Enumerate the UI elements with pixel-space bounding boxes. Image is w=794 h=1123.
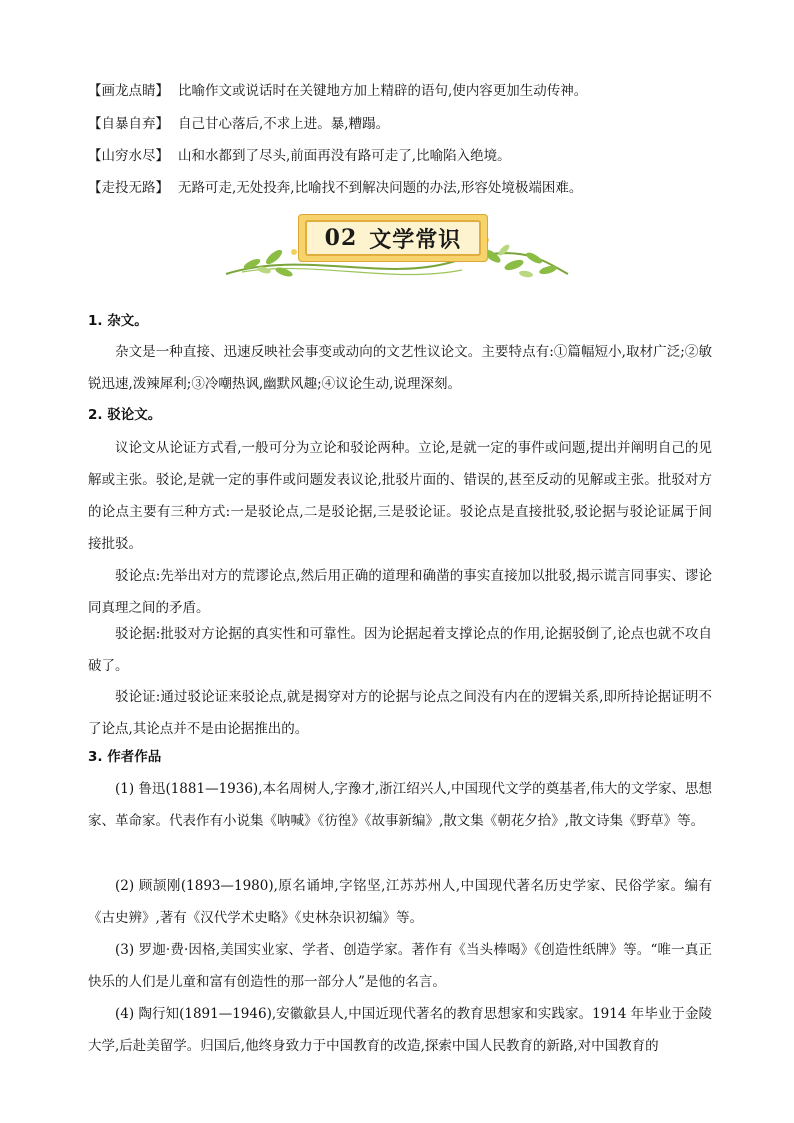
paragraph: 驳论据:批驳对方论据的真实性和可靠性。因为论据起着支撑论点的作用,论据驳倒了,论点也就不攻自破了。 xyxy=(88,626,712,674)
paragraph: 议论文从论证方式看,一般可分为立论和驳论两种。立论,是就一定的事件或问题,提出并阐明自己的见解或主张。驳论,是就一定的事件或问题发表议论,批驳片面的、错误的,甚至反动的见解或主张。批驳对方的论点主要有三种方式:一是驳论点,二是驳论据,三是驳论证。驳论点是直接批驳,驳论据与驳论证属于间接批驳。 xyxy=(88,440,712,552)
section-heading: 3. 作者作品 xyxy=(88,749,162,765)
idiom-row xyxy=(88,179,582,197)
idiom-row xyxy=(88,115,389,133)
idiom-row xyxy=(88,147,511,165)
paragraph: (3) 罗迦·费·因格,美国实业家、学者、创造学家。著作有《当头棒喝》《创造性纸牌》等。“唯一真正快乐的人们是儿童和富有创造性的那一部分人”是他的名言。 xyxy=(88,942,712,990)
paragraph: (2) 顾颉刚(1893—1980),原名诵坤,字铭坚,江苏苏州人,中国现代著名历史学家、民俗学家。编有《古史辨》,著有《汉代学术史略》《史林杂识初编》等。 xyxy=(88,878,712,926)
banner-title xyxy=(305,220,481,256)
paragraph: 驳论证:通过驳论证来驳论点,就是揭穿对方的论据与论点之间没有内在的逻辑关系,即所持论据证明不了论点,其论点并不是由论据推出的。 xyxy=(88,689,712,737)
idiom-term: 【走投无路】 xyxy=(88,180,169,196)
banner-text: 文学常识 xyxy=(369,226,462,253)
idiom-definition: 无路可走,无处投奔,比喻找不到解决问题的办法,形容处境极端困难。 xyxy=(178,180,583,196)
idiom-row xyxy=(88,82,587,100)
idiom-definition: 比喻作文或说话时在关键地方加上精辟的语句,使内容更加生动传神。 xyxy=(178,83,588,99)
idiom-term: 【自暴自弃】 xyxy=(88,116,169,132)
section-heading: 1. 杂文。 xyxy=(88,313,148,329)
paragraph: (1) 鲁迅(1881—1936),本名周树人,字豫才,浙江绍兴人,中国现代文学的奠基者,伟大的文学家、思想家、革命家。代表作有小说集《呐喊》《彷徨》《故事新编》,散文集《朝花夕拾》,散文诗集《野草》等。 xyxy=(88,781,712,829)
idiom-term: 【画龙点睛】 xyxy=(88,83,169,99)
idiom-term: 【山穷水尽】 xyxy=(88,148,169,164)
idiom-definition: 自己甘心落后,不求上进。暴,糟蹋。 xyxy=(178,116,390,132)
banner-number: 02 xyxy=(324,225,358,251)
idiom-definition: 山和水都到了尽头,前面再没有路可走了,比喻陷入绝境。 xyxy=(178,148,511,164)
banner-frame xyxy=(298,214,488,262)
paragraph: 驳论点:先举出对方的荒谬论点,然后用正确的道理和确凿的事实直接加以批驳,揭示谎言同事实、谬论同真理之间的矛盾。 xyxy=(88,568,712,616)
paragraph: 杂文是一种直接、迅速反映社会事变或动向的文艺性议论文。主要特点有:①篇幅短小,取材广泛;②敏锐迅速,泼辣犀利;③冷嘲热讽,幽默风趣;④议论生动,说理深刻。 xyxy=(88,344,712,392)
section-banner xyxy=(222,212,572,282)
section-heading: 2. 驳论文。 xyxy=(88,407,162,423)
paragraph: (4) 陶行知(1891—1946),安徽歙县人,中国近现代著名的教育思想家和实践家。1914 年毕业于金陵大学,后赴美留学。归国后,他终身致力于中国教育的改造,探索中国人民教育的新路,对中国教育的 xyxy=(88,1006,712,1054)
